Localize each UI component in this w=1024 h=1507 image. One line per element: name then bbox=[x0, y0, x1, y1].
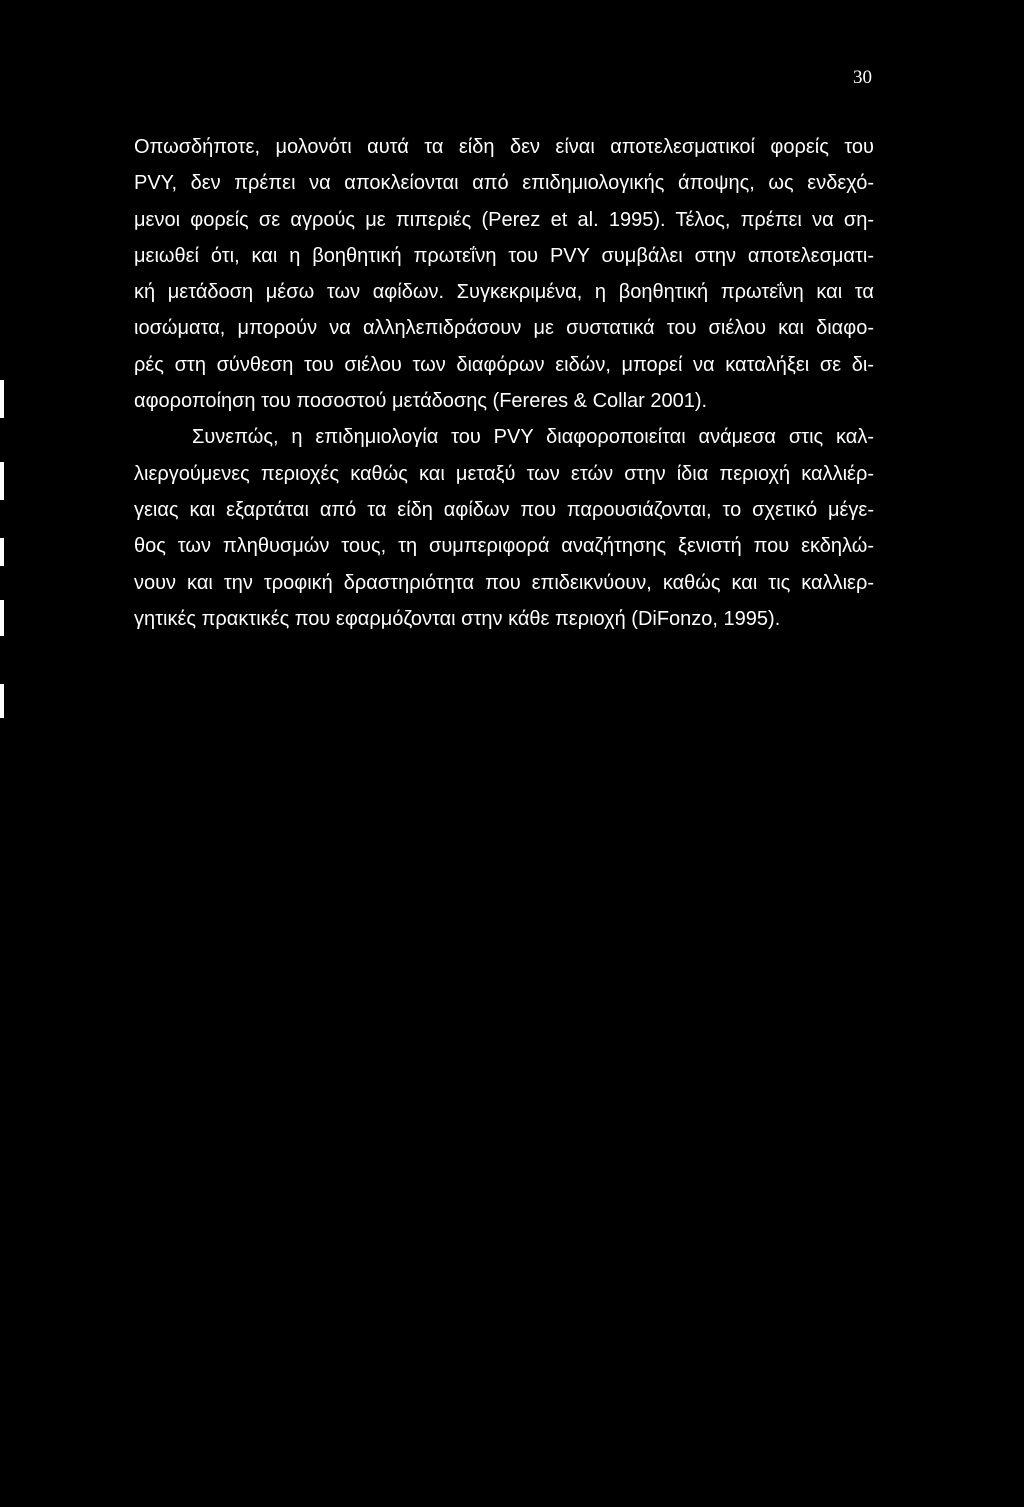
margin-mark bbox=[0, 538, 4, 566]
text-line: ιοσώματα, μπορούν να αλληλεπιδράσουν με συστατικά του σιέλου και διαφο- bbox=[134, 317, 874, 340]
text-line: PVY, δεν πρέπει να αποκλείονται από επιδημιολογικής άποψης, ως ενδεχό- bbox=[134, 172, 874, 195]
text-line: νουν και την τροφική δραστηριότητα που επιδεικνύουν, καθώς και τις καλλιερ- bbox=[134, 571, 874, 594]
text-line: Συνεπώς, η επιδημιολογία του PVY διαφοροποιείται ανάμεσα στις καλ- bbox=[192, 426, 874, 449]
text-line: μειωθεί ότι, και η βοηθητική πρωτεΐνη του PVY συμβάλει στην αποτελεσματι- bbox=[134, 244, 874, 267]
text-line: λιεργούμενες περιοχές καθώς και μεταξύ των ετών στην ίδια περιοχή καλλιέρ- bbox=[134, 462, 874, 485]
margin-mark bbox=[0, 684, 4, 718]
text-line: αφοροποίηση του ποσοστού μετάδοσης (Fereres & Collar 2001). bbox=[134, 390, 708, 413]
text-line: ρές στη σύνθεση του σιέλου των διαφόρων ειδών, μπορεί να καταλήξει σε δι- bbox=[134, 353, 874, 376]
text-line: γητικές πρακτικές που εφαρμόζονται στην κάθε περιοχή (DiFonzo, 1995). bbox=[134, 607, 781, 630]
scan-margin-marks bbox=[0, 0, 6, 1507]
margin-mark bbox=[0, 380, 4, 418]
body-text bbox=[134, 129, 874, 637]
text-line: κή μετάδοση μέσω των αφίδων. Συγκεκριμένα, η βοηθητική πρωτεΐνη και τα bbox=[134, 281, 874, 304]
text-line: Οπωσδήποτε, μολονότι αυτά τα είδη δεν είναι αποτελεσματικοί φορείς του bbox=[134, 136, 874, 158]
margin-mark bbox=[0, 600, 4, 636]
text-line: θος των πληθυσμών τους, τη συμπεριφορά αναζήτησης ξενιστή που εκδηλώ- bbox=[134, 535, 874, 558]
page-number: 30 bbox=[853, 67, 872, 88]
text-line: γειας και εξαρτάται από τα είδη αφίδων που παρουσιάζονται, το σχετικό μέγε- bbox=[134, 498, 874, 521]
text-line: μενοι φορείς σε αγρούς με πιπεριές (Perez et al. 1995). Τέλος, πρέπει να ση- bbox=[134, 208, 874, 231]
margin-mark bbox=[0, 462, 4, 500]
